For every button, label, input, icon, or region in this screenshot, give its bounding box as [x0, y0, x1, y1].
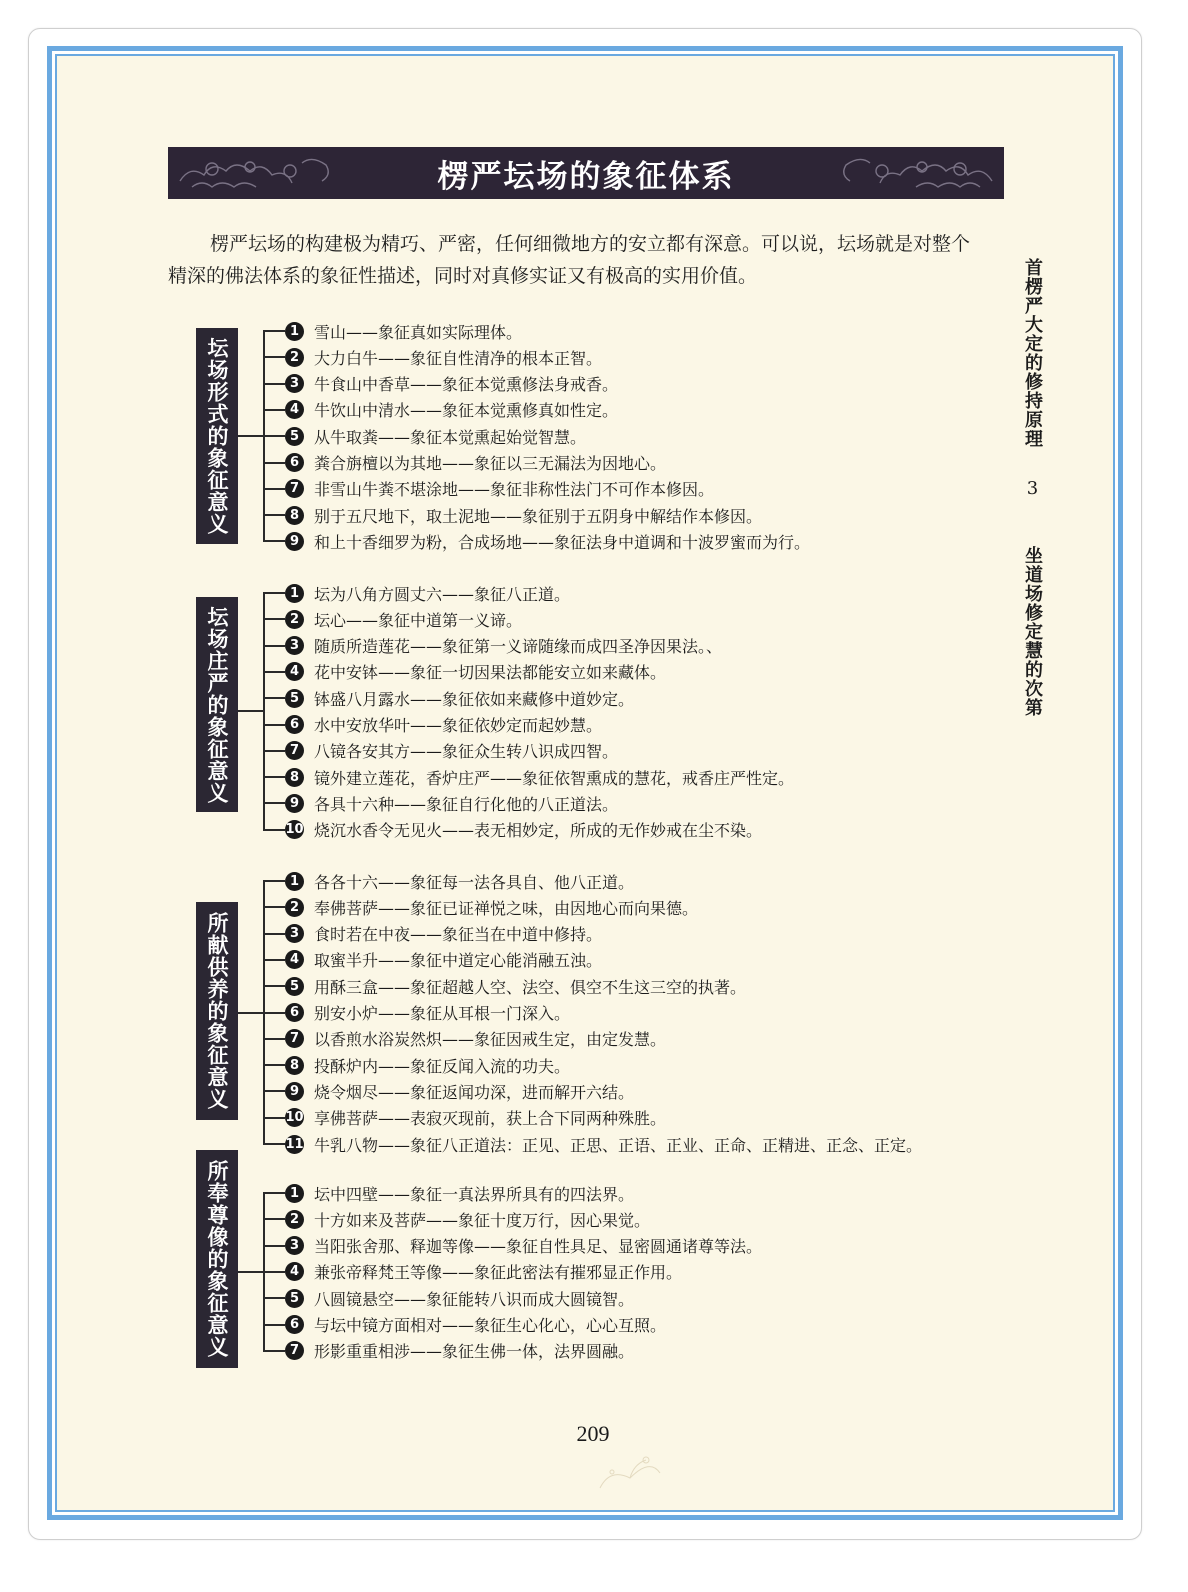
item-text: 以香煎水浴炭然炽——象征因戒生定，由定发慧。	[314, 1030, 667, 1050]
item-number: 8	[285, 768, 304, 787]
list-item	[263, 1000, 570, 1026]
bracket-tick	[263, 1064, 285, 1066]
bracket-connector	[238, 710, 265, 712]
item-text: 水中安放华叶——象征依妙定而起妙慧。	[314, 716, 603, 735]
item-text: 坛为八角方圆丈六——象征八正道。	[314, 584, 571, 604]
item-number: 1	[285, 322, 304, 341]
item-text: 坛中四壁——象征一真法界所具有的四法界。	[314, 1184, 635, 1204]
item-text: 享佛菩萨——表寂灭现前，获上合下同两种殊胜。	[314, 1109, 667, 1129]
item-number: 6	[285, 1003, 304, 1022]
running-header-section: 坐道场修定慧的次第	[1022, 546, 1043, 717]
floral-ornament-icon	[590, 1438, 670, 1498]
bracket-tick	[263, 514, 285, 516]
bracket-tick	[263, 724, 285, 726]
bracket-tick	[263, 802, 285, 804]
bracket-tick	[263, 330, 285, 332]
list-item	[263, 973, 746, 999]
bracket-tick	[263, 1012, 285, 1014]
list-item	[263, 633, 722, 659]
item-number: 10	[285, 1110, 304, 1126]
bracket-tick	[263, 1038, 285, 1040]
list-item	[263, 1312, 666, 1338]
list-item	[263, 344, 602, 370]
running-header	[1020, 258, 1044, 717]
item-text: 别安小炉——象征从耳根一门深入。	[314, 1004, 571, 1023]
item-text: 食时若在中夜——象征当在中道中修持。	[314, 925, 603, 945]
item-text: 与坛中镜方面相对——象征生心化心，心心互照。	[314, 1316, 667, 1335]
group-label: 所献供养的象征意义	[196, 902, 238, 1120]
list-item	[263, 659, 666, 685]
item-number: 1	[285, 872, 304, 891]
list-item	[263, 1052, 570, 1078]
group-label: 所奉尊像的象征意义	[196, 1150, 238, 1368]
bracket-tick	[263, 697, 285, 699]
bracket-tick	[263, 1245, 285, 1247]
bracket-tick	[263, 829, 285, 831]
item-text: 各具十六种——象征自行化他的八正道法。	[314, 794, 619, 814]
bracket-tick	[263, 1117, 285, 1119]
item-text: 镜外建立莲花，香炉庄严——象征依智熏成的慧花，戒香庄严性定。	[314, 768, 795, 788]
item-text: 和上十香细罗为粉，合成场地——象征法身中道调和十波罗蜜而为行。	[314, 532, 811, 552]
bracket-tick	[263, 1271, 285, 1273]
group-label: 坛场庄严的象征意义	[196, 597, 238, 812]
item-number: 9	[285, 1082, 304, 1101]
item-number: 11	[285, 1136, 304, 1152]
item-text: 雪山——象征真如实际理体。	[314, 322, 523, 342]
item-number: 2	[285, 898, 304, 917]
list-item	[263, 685, 634, 711]
item-text: 非雪山牛粪不堪涂地——象征非称性法门不可作本修因。	[314, 480, 715, 500]
bracket-tick	[263, 959, 285, 961]
item-text: 八圆镜悬空——象征能转八识而成大圆镜智。	[314, 1289, 635, 1309]
intro-paragraph	[168, 228, 978, 292]
item-number: 6	[285, 1315, 304, 1334]
bracket-tick	[263, 1350, 285, 1352]
item-number: 9	[285, 532, 304, 551]
bracket-tick	[263, 985, 285, 987]
item-number: 4	[285, 1262, 304, 1281]
item-number: 8	[285, 506, 304, 525]
item-number: 5	[285, 427, 304, 446]
item-text: 大力白牛——象征自性清净的根本正智。	[314, 348, 603, 368]
list-item	[263, 528, 810, 554]
title-banner	[168, 147, 1004, 199]
bracket-tick	[263, 488, 285, 490]
item-number: 6	[285, 715, 304, 734]
item-number: 4	[285, 662, 304, 681]
bracket-tick	[263, 462, 285, 464]
item-number: 3	[285, 374, 304, 393]
bracket-tick	[263, 1324, 285, 1326]
item-text: 粪合旃檀以为其地——象征以三无漏法为因地心。	[314, 454, 667, 473]
bracket-connector	[238, 435, 265, 437]
running-header-number: 3	[1022, 478, 1043, 500]
list-item	[263, 790, 618, 816]
bracket-tick	[263, 540, 285, 542]
page-title: 楞严坛场的象征体系	[437, 158, 735, 195]
item-number: 7	[285, 1341, 304, 1360]
list-item	[263, 580, 570, 606]
item-number: 7	[285, 479, 304, 498]
item-number: 3	[285, 924, 304, 943]
list-item	[263, 423, 586, 449]
item-number: 4	[285, 400, 304, 419]
item-number: 1	[285, 1184, 304, 1203]
list-item	[263, 947, 602, 973]
item-text: 花中安钵——象征一切因果法都能安立如来藏体。	[314, 663, 667, 683]
cloud-ornament-right-icon	[830, 151, 1000, 195]
item-text: 投酥炉内——象征反闻入流的功夫。	[314, 1056, 571, 1076]
bracket-tick	[263, 1143, 285, 1145]
item-text: 形影重重相涉——象征生佛一体，法界圆融。	[314, 1342, 635, 1362]
list-item	[263, 921, 602, 947]
item-number: 5	[285, 689, 304, 708]
bracket-tick	[263, 906, 285, 908]
list-item	[263, 868, 634, 894]
item-number: 4	[285, 950, 304, 969]
list-item	[263, 1026, 666, 1052]
item-text: 各各十六——象征每一法各具自、他八正道。	[314, 872, 635, 892]
item-number: 2	[285, 610, 304, 629]
bracket-tick	[263, 409, 285, 411]
bracket-tick	[263, 592, 285, 594]
item-number: 3	[285, 636, 304, 655]
list-item	[263, 502, 762, 528]
item-text: 牛食山中香草——象征本觉熏修法身戒香。	[314, 375, 619, 395]
list-item	[263, 1078, 634, 1104]
bracket-tick	[263, 356, 285, 358]
list-item	[263, 1233, 762, 1259]
bracket-connector	[238, 1271, 265, 1273]
bracket-tick	[263, 1090, 285, 1092]
item-number: 8	[285, 1056, 304, 1075]
bracket-tick	[263, 776, 285, 778]
list-item	[263, 318, 522, 344]
list-item	[263, 606, 522, 632]
item-text: 从牛取粪——象征本觉熏起始觉智慧。	[314, 427, 587, 447]
cloud-ornament-left-icon	[172, 151, 342, 195]
bracket-tick	[263, 618, 285, 620]
item-number: 5	[285, 977, 304, 996]
bracket-tick	[263, 933, 285, 935]
list-item	[263, 371, 618, 397]
list-item	[263, 1259, 682, 1285]
item-text: 烧沉水香令无见火——表无相妙定，所成的无作妙戒在尘不染。	[314, 821, 763, 841]
item-text: 坛心——象征中道第一义谛。	[314, 610, 523, 630]
item-number: 3	[285, 1236, 304, 1255]
bracket-tick	[263, 1218, 285, 1220]
item-text: 烧令烟尽——象征返闻功深，进而解开六结。	[314, 1082, 635, 1102]
item-text: 取蜜半升——象征中道定心能消融五浊。	[314, 951, 603, 971]
item-text: 当阳张舍那、释迦等像——象征自性具足、显密圆通诸尊等法。	[314, 1237, 763, 1257]
item-text: 随质所造莲花——象征第一义谛随缘而成四圣净因果法。、	[314, 637, 723, 657]
running-header-chapter: 首楞严大定的修持原理	[1022, 258, 1043, 448]
item-number: 2	[285, 1210, 304, 1229]
bracket-tick	[263, 645, 285, 647]
list-item	[263, 1131, 922, 1157]
list-item	[263, 817, 762, 843]
list-item	[263, 450, 666, 476]
bracket-tick	[263, 1192, 285, 1194]
item-text: 兼张帝释梵王等像——象征此密法有摧邪显正作用。	[314, 1263, 683, 1283]
list-item	[263, 894, 698, 920]
list-item	[263, 712, 602, 738]
item-number: 7	[285, 1029, 304, 1048]
item-number: 7	[285, 741, 304, 760]
list-item	[263, 1105, 666, 1131]
item-text: 奉佛菩萨——象征已证禅悦之味，由因地心而向果德。	[314, 898, 699, 918]
item-number: 5	[285, 1289, 304, 1308]
bracket-connector	[238, 1012, 265, 1014]
bracket-tick	[263, 1297, 285, 1299]
group-label: 坛场形式的象征意义	[196, 328, 238, 544]
bracket-tick	[263, 750, 285, 752]
list-item	[263, 738, 618, 764]
item-text: 牛饮山中清水——象征本觉熏修真如性定。	[314, 401, 619, 421]
item-number: 2	[285, 348, 304, 367]
list-item	[263, 1285, 634, 1311]
list-item	[263, 764, 794, 790]
item-text: 十方如来及菩萨——象征十度万行，因心果觉。	[314, 1210, 651, 1230]
bracket-tick	[263, 435, 285, 437]
item-text: 八镜各安其方——象征众生转八识成四智。	[314, 742, 619, 762]
list-item	[263, 1338, 634, 1364]
list-item	[263, 1180, 634, 1206]
bracket-tick	[263, 880, 285, 882]
item-text: 钵盛八月露水——象征依如来藏修中道妙定。	[314, 689, 635, 709]
list-item	[263, 1206, 650, 1232]
item-number: 9	[285, 794, 304, 813]
bracket-tick	[263, 383, 285, 385]
item-text: 用酥三盒——象征超越人空、法空、俱空不生这三空的执著。	[314, 977, 747, 997]
item-number: 1	[285, 584, 304, 603]
page-number: 209	[576, 1421, 610, 1446]
intro-text: 楞严坛场的构建极为精巧、严密，任何细微地方的安立都有深意。可以说，坛场就是对整个精深的佛法体系的象征性描述，同时对真修实证又有极高的实用价值。	[168, 233, 971, 287]
list-item	[263, 476, 714, 502]
bracket-tick	[263, 671, 285, 673]
item-text: 别于五尺地下，取土泥地——象征别于五阴身中解结作本修因。	[314, 506, 763, 526]
item-number: 6	[285, 453, 304, 472]
item-number: 10	[285, 822, 304, 838]
list-item	[263, 397, 618, 423]
item-text: 牛乳八物——象征八正道法：正见、正思、正语、正业、正命、正精进、正念、正定。	[314, 1135, 923, 1155]
